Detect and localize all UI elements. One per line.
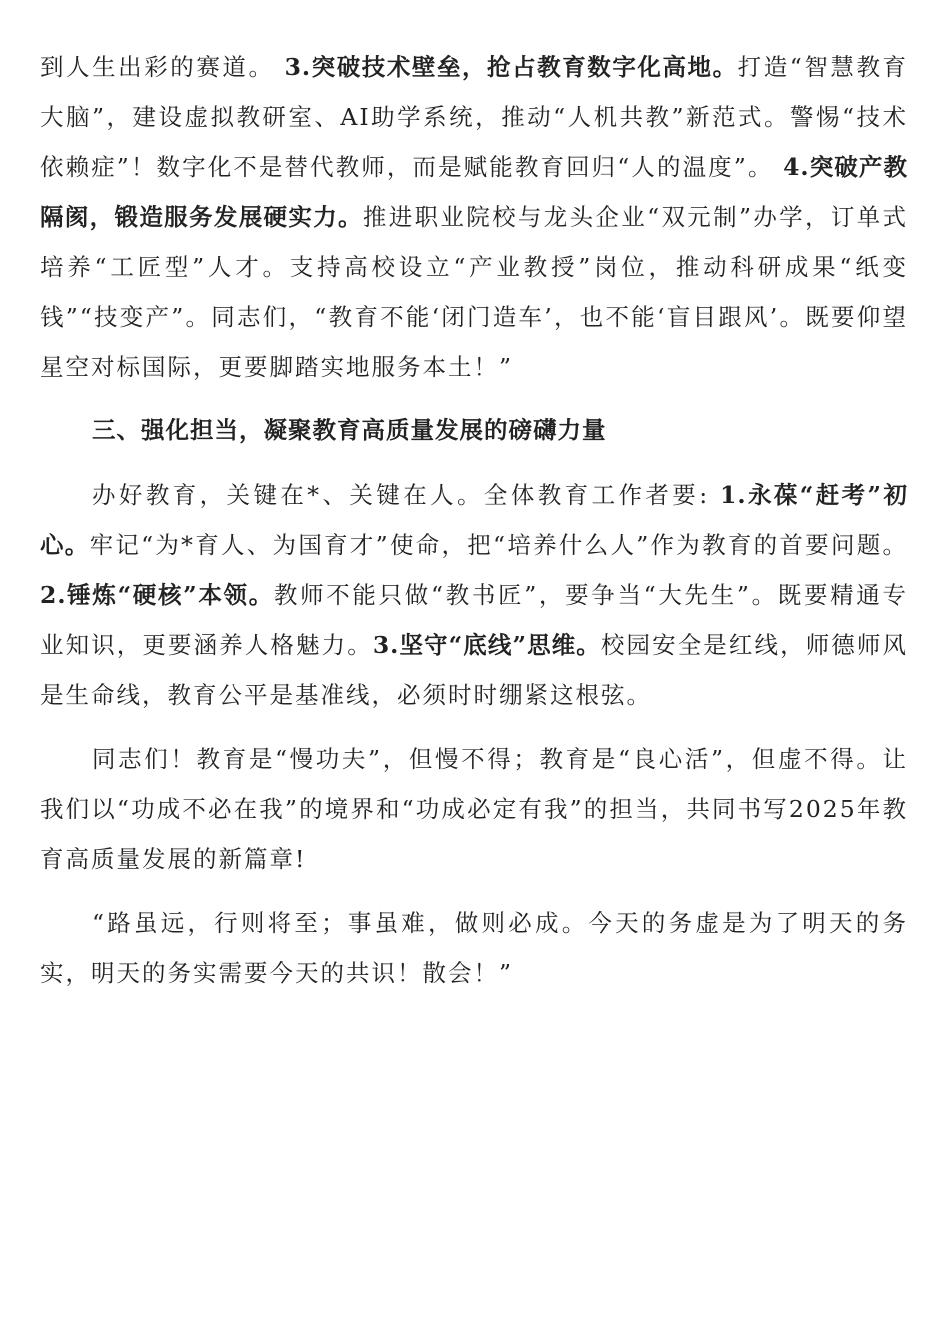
paragraph-closing-call: 同志们！教育是“慢功夫”，但慢不得；教育是“良心活”，但虚不得。让我们以“功成不必在我”的境界和“功成必定有我”的担当，共同书写2025年教育高质量发展的新篇章!	[40, 745, 908, 873]
section-heading-3: 三、强化担当，凝聚教育高质量发展的磅礴力量	[92, 416, 607, 444]
para1-bold-point-3: 3.突破技术壁垒，抢占教育数字化高地。	[284, 53, 738, 81]
para2-bold-point-3: 3.坚守“底线”思维。	[372, 631, 601, 659]
para2-bold-point-2: 2.锤炼“硬核”本领。	[40, 581, 274, 609]
para1-text-1: 到人生出彩的赛道。	[40, 53, 275, 81]
para1-bold-point-4: 4.突破产教隔阂，锻造服务发展硬实力。	[40, 153, 908, 231]
document-page	[40, 42, 908, 1012]
paragraph-responsibility	[40, 470, 908, 720]
para2-text-1: 办好教育，关键在*、关键在人。全体教育工作者要:	[92, 481, 710, 509]
para2-text-3: 教师不能只做“教书匠”，要争当“大先生”。既要精通专业知识，更要涵养人格魅力。	[40, 581, 908, 659]
para1-text-2: 打造“智慧教育大脑”，建设虚拟教研室、AI助学系统，推动“人机共教”新范式。警惕“技术依赖症”！数字化不是替代教师，而是赋能教育回归“人的温度”。	[40, 53, 908, 181]
paragraph-continuation	[40, 42, 908, 392]
para2-text-4: 校园安全是红线，师德师风是生命线，教育公平是基准线，必须时时绷紧这根弦。	[40, 631, 908, 709]
para1-text-3: 推进职业院校与龙头企业“双元制”办学，订单式培养“工匠型”人才。支持高校设立“产业教授”岗位，推动科研成果“纸变钱”“技变产”。同志们，“教育不能‘闭门造车’，也不能‘盲目跟风’。既要仰望星空对标国际，更要脚踏实地服务本土！”	[40, 203, 909, 381]
paragraph-closing-quote: “路虽远，行则将至；事虽难，做则必成。今天的务虚是为了明天的务实，明天的务实需要今天的共识！散会！”	[40, 909, 908, 987]
para2-bold-point-1: 1.永葆“赶考”初心。	[40, 481, 908, 559]
para2-text-2: 牢记“为*育人、为国育才”使命，把“培养什么人”作为教育的首要问题。	[89, 531, 909, 559]
